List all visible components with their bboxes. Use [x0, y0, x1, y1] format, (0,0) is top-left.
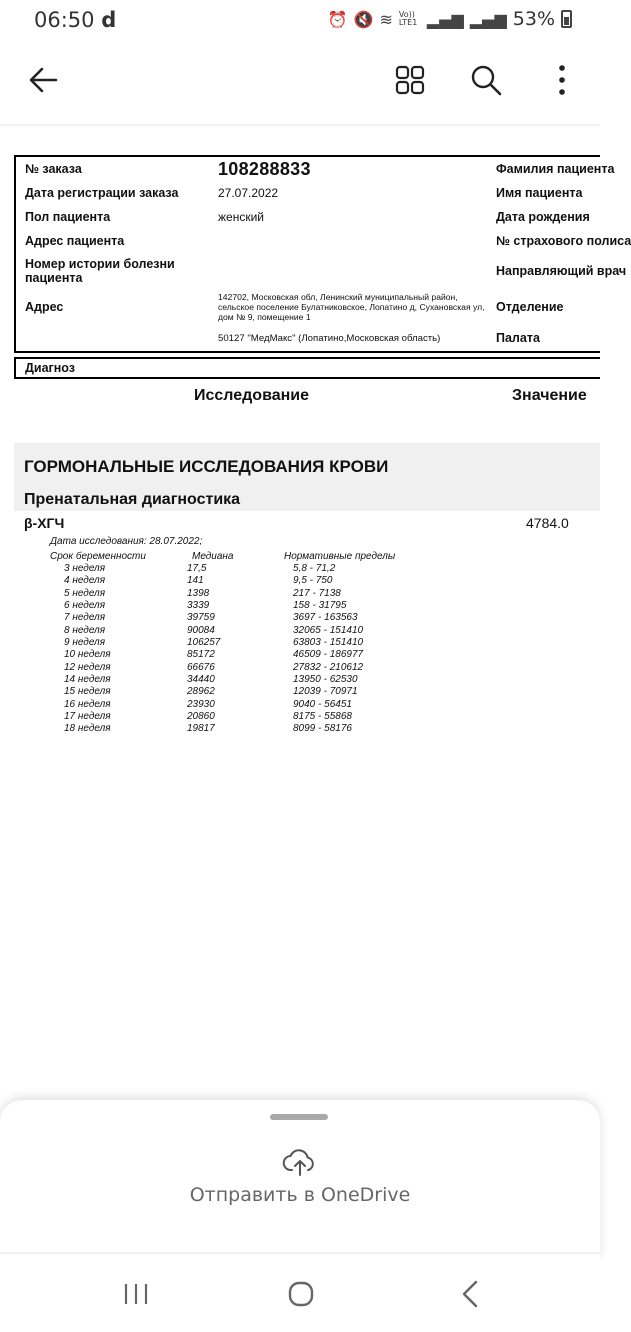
row-sex — [16, 205, 600, 229]
name-label: Имя пациента — [496, 186, 583, 200]
norm-range: 13950 - 62530 — [293, 674, 358, 686]
system-nav-bar — [0, 1254, 600, 1332]
bottom-sheet — [0, 1100, 600, 1260]
ward-label: Палата — [496, 331, 540, 345]
row-history — [16, 253, 627, 289]
study-date: Дата исследования: 28.07.2022; — [50, 536, 203, 547]
registration-value: 27.07.2022 — [218, 186, 279, 200]
mute-icon: 🔇 — [353, 9, 374, 29]
section-header — [14, 443, 600, 511]
status-time — [34, 8, 116, 32]
back-arrow-icon[interactable] — [26, 62, 62, 98]
address-label: Адрес — [25, 300, 64, 314]
order-value: 108288833 — [218, 158, 311, 179]
patient-info-table — [14, 155, 631, 353]
surname-label: Фамилия пациента — [496, 162, 615, 176]
norm-range: 158 - 31795 — [293, 600, 347, 612]
norm-row — [14, 625, 600, 637]
status-bar — [0, 0, 600, 40]
norm-term: 4 неделя — [64, 575, 106, 587]
norm-row — [14, 699, 600, 711]
norm-term: 3 неделя — [64, 563, 106, 574]
norm-median: 17,5 — [187, 563, 207, 574]
subsection-title: Пренатальная диагностика — [24, 491, 241, 508]
alarm-icon: ⏰ — [327, 9, 348, 29]
norm-term: 15 неделя — [64, 686, 111, 698]
norm-term: 5 неделя — [64, 587, 106, 599]
signal-icon-2: ▂▄▆ — [469, 9, 507, 29]
norm-median: 20860 — [187, 711, 215, 723]
more-vertical-icon[interactable] — [548, 62, 576, 98]
norm-row — [14, 686, 600, 698]
norm-term: 9 неделя — [64, 637, 106, 649]
norm-row — [14, 588, 600, 600]
cloud-upload-icon[interactable] — [282, 1144, 318, 1180]
norm-term: 17 неделя — [64, 711, 111, 723]
norms-header — [14, 551, 600, 563]
norm-term: 12 неделя — [64, 661, 111, 673]
norm-row — [14, 649, 600, 661]
norm-median: 34440 — [187, 674, 215, 686]
grid-view-icon[interactable] — [394, 64, 426, 96]
toolbar-divider — [0, 124, 600, 127]
norm-range: 12039 - 70971 — [293, 686, 358, 698]
column-study: Исследование — [194, 387, 309, 404]
norm-range: 9040 - 56451 — [293, 698, 352, 710]
norm-range: 8099 - 58176 — [293, 723, 352, 735]
status-extra: d — [101, 8, 117, 32]
sex-value: женский — [218, 210, 264, 224]
sheet-handle[interactable] — [270, 1114, 328, 1120]
norm-term: 8 неделя — [64, 624, 106, 636]
norm-row — [14, 723, 600, 735]
analyte-name: β-ХГЧ — [24, 515, 65, 531]
norm-row — [14, 674, 600, 686]
diagnosis-row — [14, 357, 600, 379]
status-icons — [328, 8, 572, 30]
norm-range: 3697 - 163563 — [293, 612, 358, 624]
norms-header-term: Срок беременности — [50, 551, 146, 562]
norm-median: 106257 — [187, 637, 221, 649]
diagnosis-label: Диагноз — [25, 361, 75, 375]
norm-row — [14, 662, 600, 674]
norm-term: 18 неделя — [64, 723, 111, 735]
wifi-icon: ≋ — [379, 9, 393, 29]
signal-icon: ▂▄▆ — [426, 9, 464, 29]
norm-median: 23930 — [187, 698, 215, 710]
row-address — [16, 289, 600, 325]
row-registration — [16, 181, 600, 205]
norm-term: 6 неделя — [64, 600, 106, 612]
client-value: 50127 "МедМакс" (Лопатино,Московская область) — [218, 332, 441, 344]
battery-icon — [561, 10, 572, 28]
department-label: Отделение — [496, 300, 564, 314]
norm-range: 63803 - 151410 — [293, 637, 364, 649]
battery-percent: 53% — [512, 8, 555, 30]
norms-header-range: Нормативные пределы — [284, 551, 396, 562]
order-label: № заказа — [25, 162, 82, 176]
norm-term: 10 неделя — [64, 649, 111, 661]
recent-apps-icon[interactable] — [122, 1282, 150, 1306]
norm-range: 27832 - 210612 — [293, 661, 364, 673]
norm-term: 7 неделя — [64, 612, 106, 624]
document-page[interactable] — [14, 155, 631, 736]
column-value: Значение — [512, 387, 587, 404]
norm-row — [14, 612, 600, 624]
norm-median: 19817 — [187, 723, 215, 735]
birth-label: Дата рождения — [496, 210, 590, 224]
norm-median: 1398 — [187, 587, 210, 599]
row-order — [16, 157, 615, 181]
norm-median: 28962 — [187, 686, 215, 698]
norm-range: 217 - 7138 — [293, 587, 341, 599]
history-label: Номер истории болезни пациента — [25, 257, 175, 285]
referring-label: Направляющий врач — [496, 264, 627, 278]
registration-label: Дата регистрации заказа — [25, 186, 179, 200]
norms-header-median: Медиана — [192, 551, 234, 562]
norm-range: 5,8 - 71,2 — [293, 563, 336, 574]
norm-row — [14, 563, 600, 575]
norms-table — [14, 551, 600, 736]
norm-row — [14, 637, 600, 649]
norm-term: 16 неделя — [64, 698, 111, 710]
search-icon[interactable] — [468, 62, 504, 98]
send-onedrive-button[interactable]: Отправить в OneDrive — [189, 1184, 411, 1206]
analyte-value: 4784.0 — [526, 515, 569, 531]
row-client — [16, 325, 600, 351]
norm-range: 32065 - 151410 — [293, 624, 364, 636]
sex-label: Пол пациента — [25, 210, 111, 224]
norms-rows — [14, 563, 600, 736]
insurance-label: № страхового полиса — [496, 234, 631, 248]
app-toolbar — [0, 48, 600, 118]
norm-term: 14 неделя — [64, 674, 111, 686]
row-patient-address — [16, 229, 631, 253]
norm-median: 141 — [187, 575, 204, 587]
patient-address-label: Адрес пациента — [25, 234, 125, 248]
norm-median: 85172 — [187, 649, 215, 661]
norm-median: 90084 — [187, 624, 215, 636]
norm-median: 39759 — [187, 612, 215, 624]
norm-range: 9,5 - 750 — [293, 575, 333, 587]
norm-median: 66676 — [187, 661, 215, 673]
column-headers — [14, 379, 600, 421]
norm-median: 3339 — [187, 600, 210, 612]
nav-back-icon[interactable] — [458, 1279, 482, 1309]
clock-text: 06:50 — [34, 8, 95, 32]
network-label: Vo)) LTE1 — [398, 10, 418, 27]
norm-row — [14, 575, 600, 587]
norm-range: 46509 - 186977 — [293, 649, 364, 661]
section-title: ГОРМОНАЛЬНЫЕ ИССЛЕДОВАНИЯ КРОВИ — [24, 457, 389, 476]
norm-row — [14, 600, 600, 612]
norm-range: 8175 - 55868 — [293, 711, 352, 723]
home-icon[interactable] — [287, 1280, 315, 1308]
analyte-row — [14, 511, 600, 547]
address-value: 142702, Московская обл, Ленинский муниципальный район, сельское поселение Булатниковское, Лопатино д, Сухановская ул, дом № 9, помещение 1 — [218, 292, 485, 322]
norm-row — [14, 711, 600, 723]
